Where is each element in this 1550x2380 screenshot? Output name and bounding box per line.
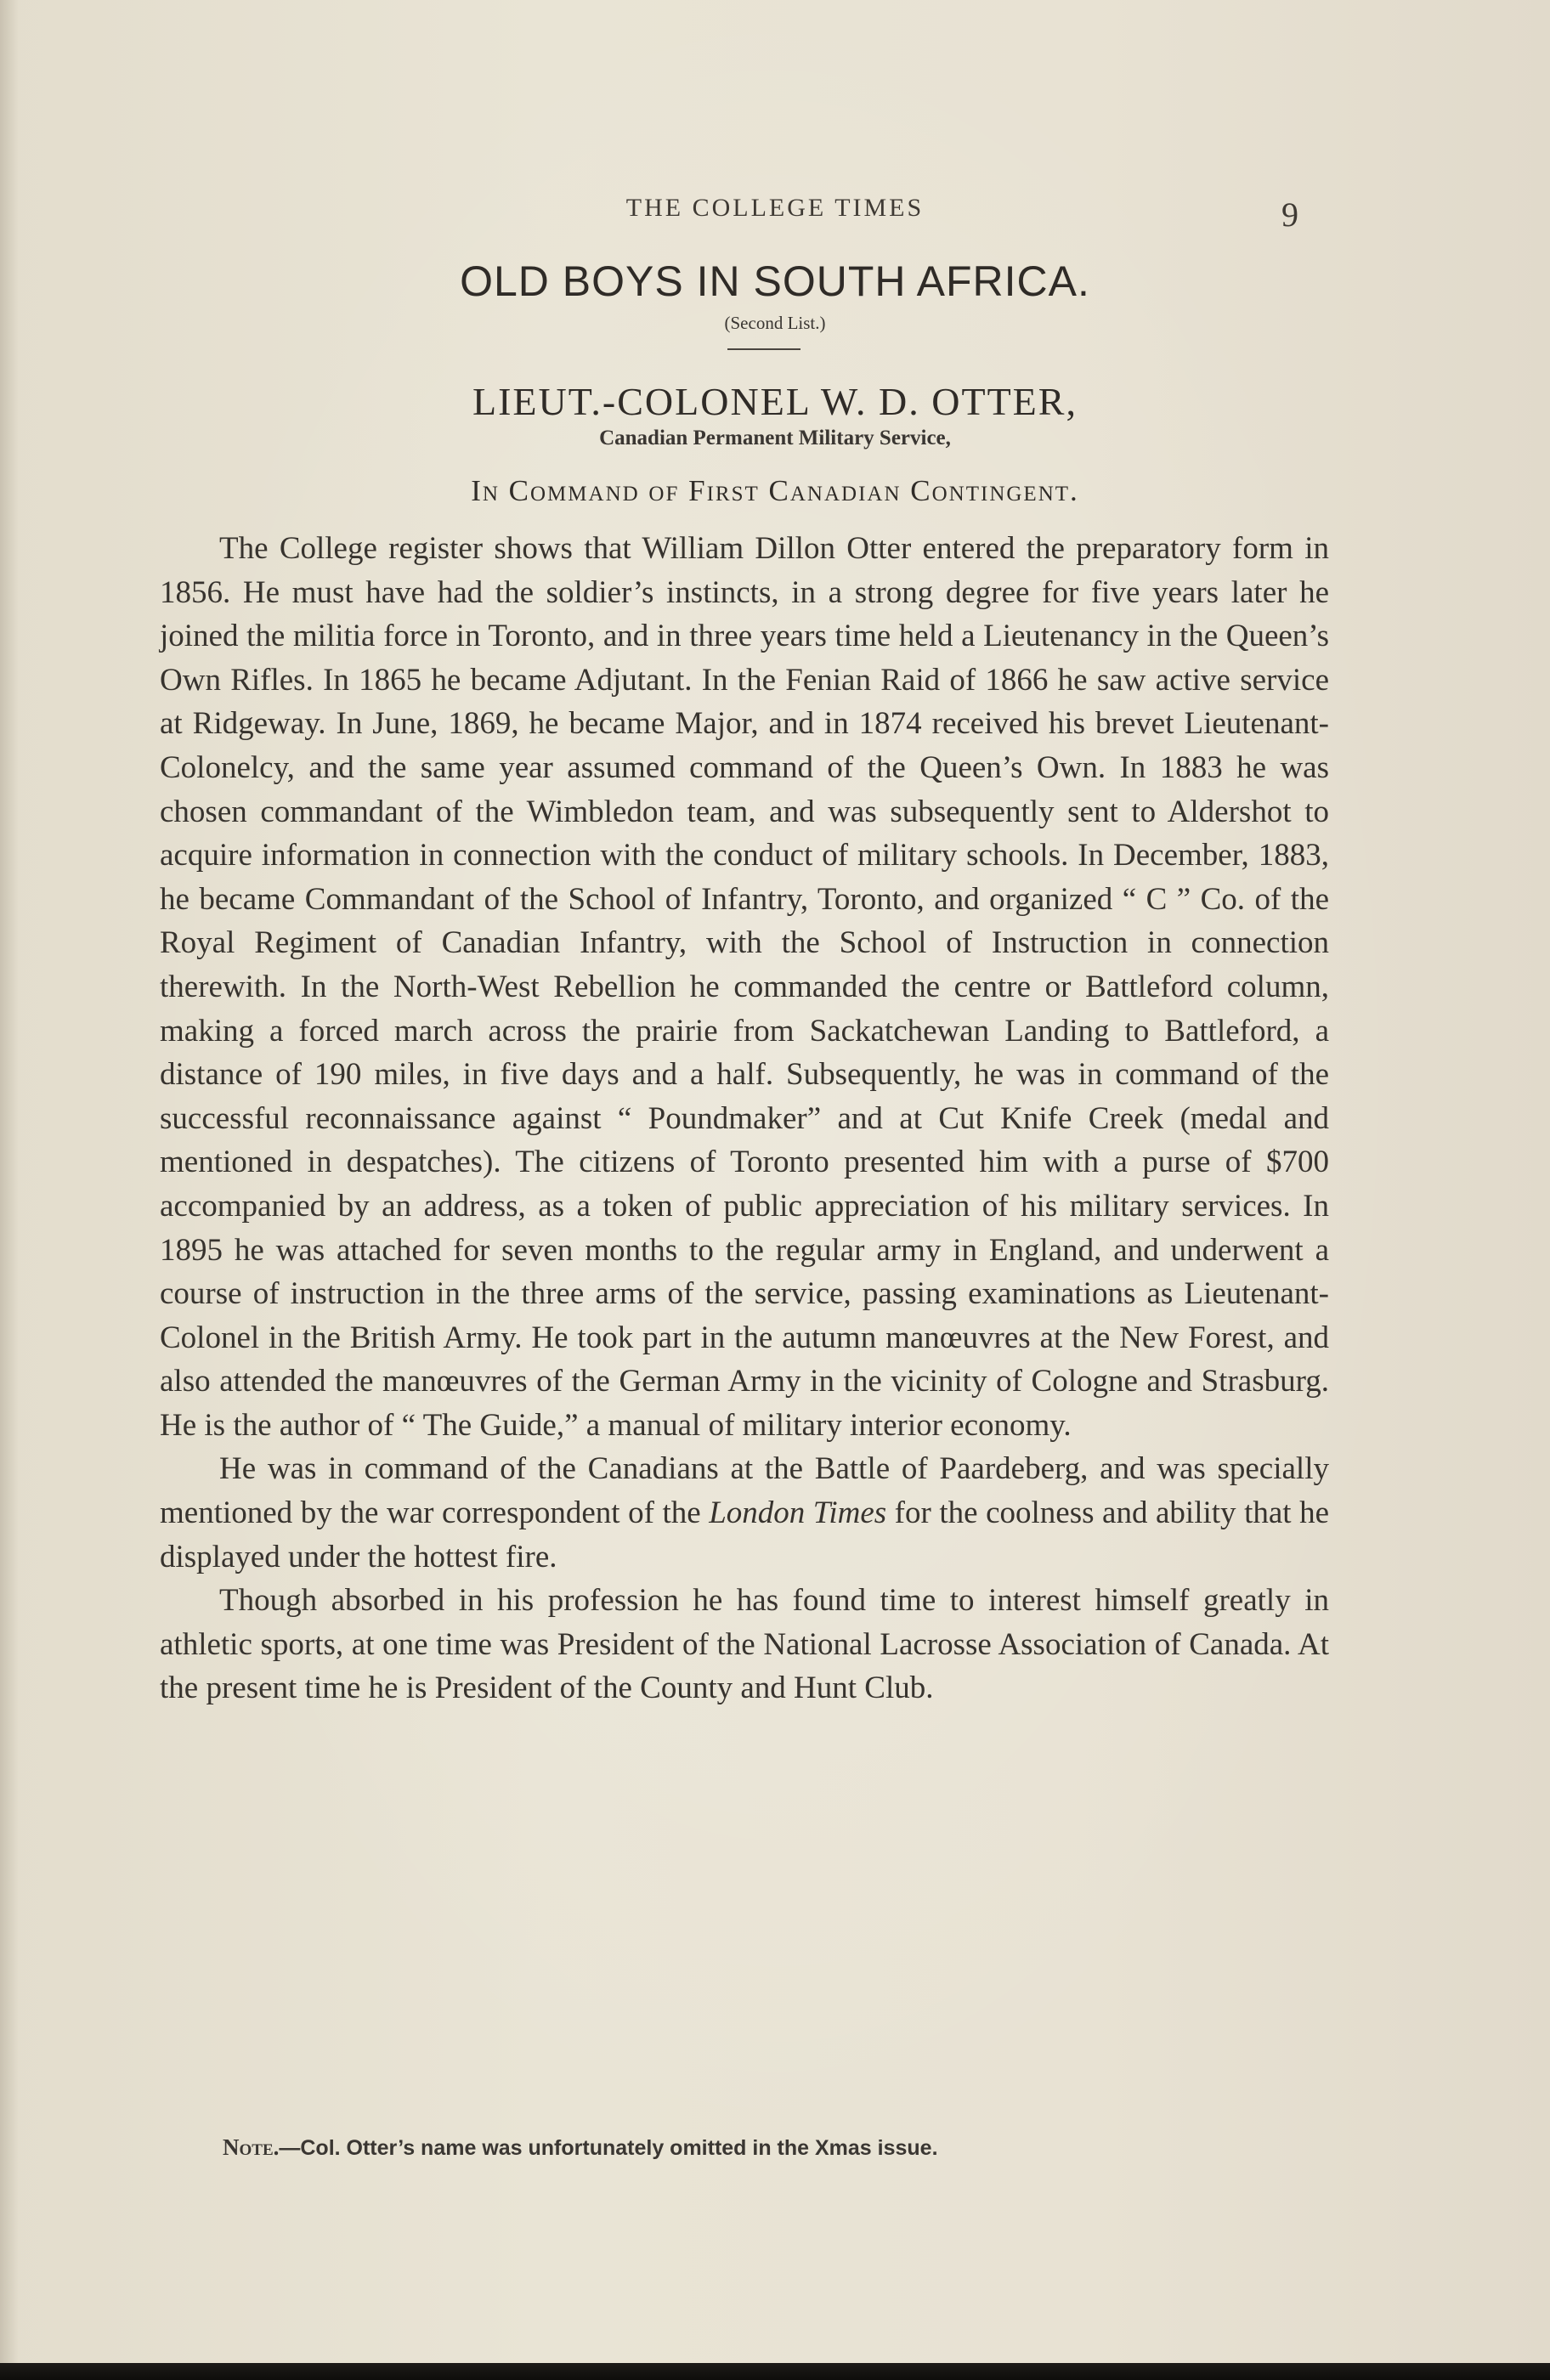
article-body <box>160 527 1329 1710</box>
paragraph-paardeberg-text-2: for the coolness and ability that he displayed under the hottest fire. <box>160 1495 1330 1574</box>
paragraph-career: The College register shows that William Dillon Otter entered the preparatory form in 1856. He must have had the soldier’s instincts, in a strong degree for five years later he joined the militia force in Toronto, and in three years time held a Lieutenancy in the Queen’s Own Rifles. In 1865 he became Adjutant. In the Fenian Raid of 1866 he saw active service at Ridgeway. In June, 1869, he became Major, and in 1874 received his brevet Lieutenant-Colonelcy, and the same year assumed command of the Queen’s Own. In 1883 he was chosen commandant of the Wimbledon team, and was subsequently sent to Aldershot to acquire information in connection with the conduct of military schools. In December, 1883, he became Commandant of the School of Infantry, Toronto, and organized “ C ” Co. of the Royal Regiment of Canadian Infantry, with the School of Instruction in connection therewith. In the North-West Rebellion he commanded the centre or Battleford column, making a forced march across the prairie from Sackatchewan Landing to Battleford, a distance of 190 miles, in five days and a half. Subsequently, he was in command of the successful reconnaissance against “ Poundmaker” and at Cut Knife Creek (medal and mentioned in despatches). The citizens of Toronto presented him with a purse of $700 accompanied by an address, as a token of public appreciation of his military services. In 1895 he was attached for seven months to the regular army in England, and underwent a course of instruction in the three arms of the service, passing examinations as Lieutenant-Colonel in the British Army. He took part in the autumn manœuvres at the New Forest, and also attended the manœuvres of the German Army in the vicinity of Cologne and Strasburg. He is the author of “ The Guide,” a manual of military interior economy. <box>160 531 1329 1443</box>
page-bottom-edge <box>0 2363 1550 2380</box>
newspaper-title: London Times <box>709 1495 887 1531</box>
footnote-text: —Col. Otter’s name was unfortunately omitted in the Xmas issue. <box>279 2136 938 2160</box>
command-line: In Command of First Canadian Contingent. <box>471 474 1079 507</box>
footnote-lead: Note. <box>223 2134 280 2160</box>
service-line: Canadian Permanent Military Service, <box>599 427 951 449</box>
paragraph-athletics: Though absorbed in his profession he has found time to interest himself greatly in athletic sports, at one time was President of the National Lacrosse Association of Canada. At the present time he is President of the County and Hunt Club. <box>160 1583 1329 1706</box>
article-title: OLD BOYS IN SOUTH AFRICA. <box>460 257 1090 305</box>
list-note: (Second List.) <box>724 313 826 333</box>
footnote <box>223 2134 1327 2161</box>
title-rule <box>727 348 800 350</box>
officer-name-heading: LIEUT.-COLONEL W. D. OTTER, <box>472 380 1078 423</box>
paragraph-paardeberg <box>160 1447 1329 1579</box>
page-number: 9 <box>1281 195 1298 234</box>
paragraph-paardeberg-text-1: He was in command of the Canadians at the Battle of Paardeberg, and was specially mentioned by the war correspondent of the <box>160 1451 1329 1531</box>
running-head: THE COLLEGE TIMES <box>625 194 925 222</box>
